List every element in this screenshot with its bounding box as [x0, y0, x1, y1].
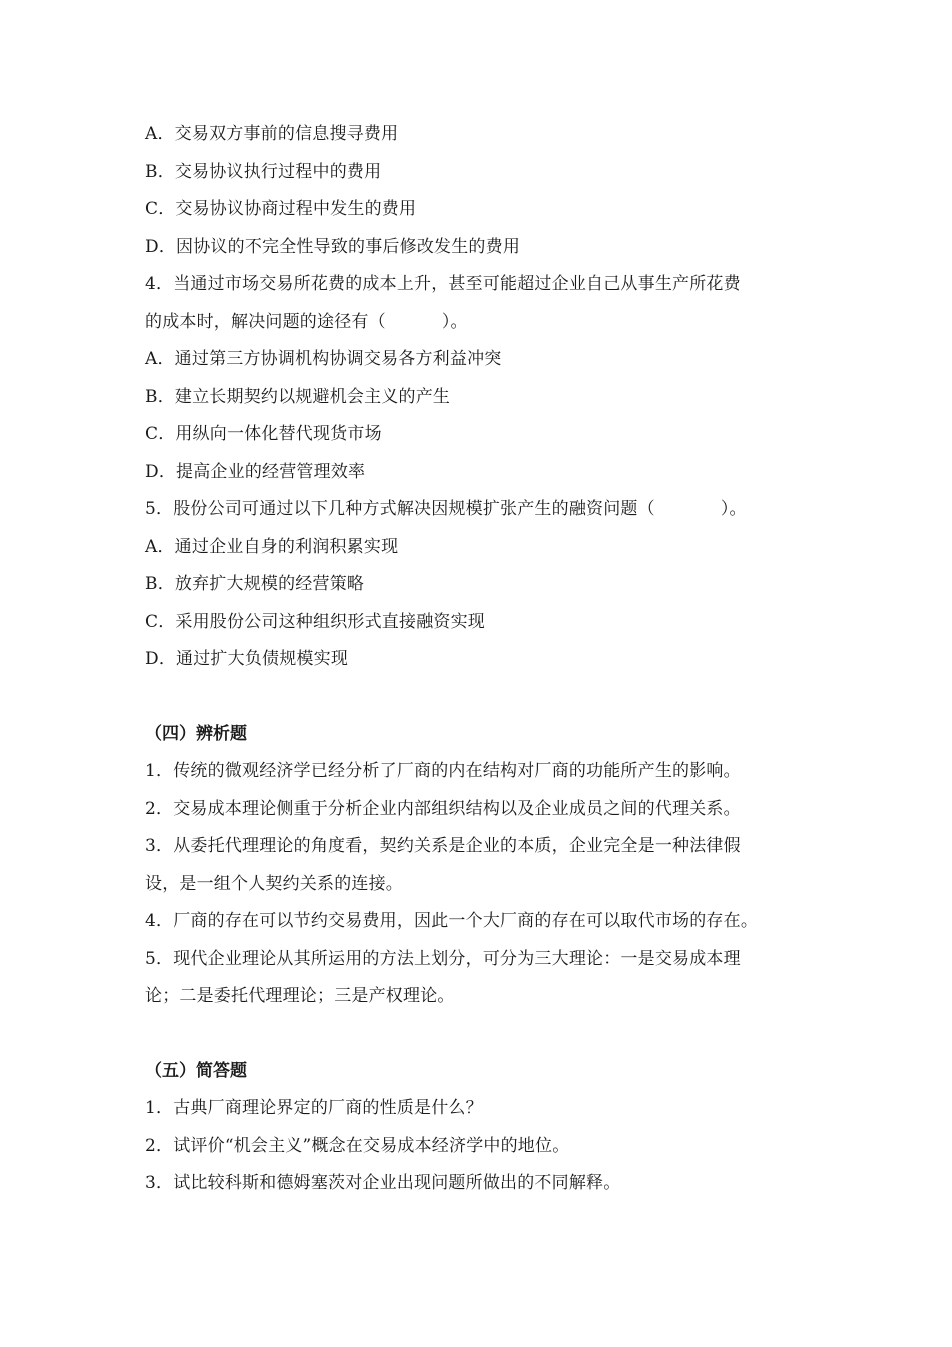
q4-choice-a: A．通过第三方协调机构协调交易各方利益冲突: [145, 349, 502, 369]
short-answer-item-3: 3．试比较科斯和德姆塞茨对企业出现问题所做出的不同解释。: [145, 1173, 621, 1193]
q4-stem-line2: [145, 304, 815, 342]
q3-choice-d: D．因协议的不完全性导致的事后修改发生的费用: [145, 236, 521, 257]
analysis-item-5-line1: 5．现代企业理论从其所运用的方法上划分，可分为三大理论：一是交易成本理: [145, 948, 741, 969]
q3-choice-a: A．交易双方事前的信息搜寻费用: [145, 124, 399, 144]
analysis-item-3-line1: 3．从委托代理理论的角度看，契约关系是企业的本质，企业完全是一种法律假: [145, 836, 741, 856]
q4-stem-line1: 4．当通过市场交易所花费的成本上升，甚至可能超过企业自己从事生产所花费: [145, 274, 741, 294]
section-heading-short-answer: （五）简答题: [145, 1060, 247, 1081]
q5-choice-a: A．通过企业自身的利润积累实现: [145, 536, 399, 557]
section-spacer: [145, 679, 815, 716]
q5-stem-close: ）。: [720, 499, 747, 519]
q4-stem-text: 的成本时，解决问题的途径有（: [145, 311, 386, 332]
analysis-item-3-line2: 设，是一组个人契约关系的连接。: [145, 873, 403, 894]
q4-stem-close: ）。: [441, 311, 468, 332]
q4-choice-d: D．提高企业的经营管理效率: [145, 461, 366, 482]
analysis-item-1: 1．传统的微观经济学已经分析了厂商的内在结构对厂商的功能所产生的影响。: [145, 761, 741, 781]
q4-choice-b: B．建立长期契约以规避机会主义的产生: [145, 386, 451, 407]
q3-choice-b: B．交易协议执行过程中的费用: [145, 161, 382, 182]
document-content: [145, 116, 815, 1203]
short-answer-item-1: 1．古典厂商理论界定的厂商的性质是什么？: [145, 1098, 483, 1118]
q5-stem: [145, 491, 815, 529]
q5-choice-b: B．放弃扩大规模的经营策略: [145, 574, 365, 594]
analysis-item-5-line2: 论；二是委托代理理论；三是产权理论。: [145, 986, 455, 1006]
short-answer-item-2: 2．试评价“机会主义”概念在交易成本经济学中的地位。: [145, 1135, 570, 1156]
q4-choice-c: C．用纵向一体化替代现货市场: [145, 424, 382, 444]
section-spacer: [145, 1016, 815, 1053]
q5-stem-text: 5．股份公司可通过以下几种方式解决因规模扩张产生的融资问题（: [145, 499, 655, 519]
analysis-item-4: 4．厂商的存在可以节约交易费用，因此一个大厂商的存在可以取代市场的存在。: [145, 911, 759, 931]
analysis-item-2: 2．交易成本理论侧重于分析企业内部组织结构以及企业成员之间的代理关系。: [145, 798, 741, 819]
q5-choice-d: D．通过扩大负债规模实现: [145, 649, 349, 669]
q3-choice-c: C．交易协议协商过程中发生的费用: [145, 199, 417, 219]
section-heading-analysis: （四）辨析题: [145, 723, 247, 744]
q5-choice-c: C．采用股份公司这种组织形式直接融资实现: [145, 611, 486, 632]
